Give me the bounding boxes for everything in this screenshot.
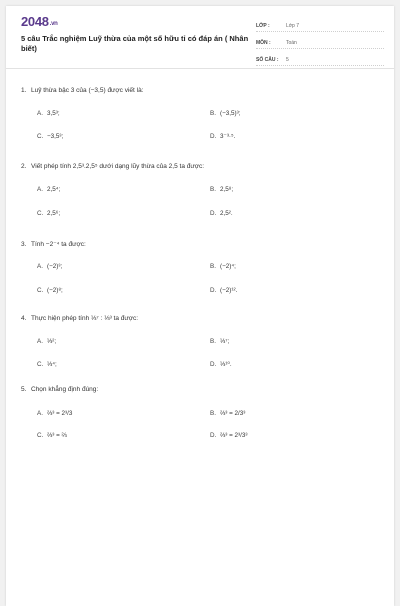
option-letter: A. — [37, 338, 43, 345]
option-letter: B. — [210, 186, 216, 193]
option-text: ⅓²; — [47, 338, 57, 345]
option-letter: B. — [210, 263, 216, 270]
option-letter: B. — [210, 410, 216, 417]
question-5-option-b[interactable] — [210, 410, 245, 417]
option-text: ⅓⁷; — [220, 338, 230, 345]
meta-info — [256, 15, 384, 66]
question-1-text — [21, 87, 144, 94]
option-letter: C. — [37, 210, 44, 217]
question-number: 1. — [21, 87, 27, 94]
site-logo[interactable] — [21, 14, 58, 29]
document-sheet — [6, 6, 394, 606]
question-3-option-b[interactable] — [210, 263, 236, 270]
option-text: ⅔³ = 2³/3 — [47, 410, 73, 417]
question-3-text — [21, 240, 86, 248]
question-5-text — [21, 386, 98, 393]
option-letter: D. — [210, 361, 217, 368]
logo-suffix: .vn — [49, 21, 58, 27]
meta-label: LỚP : — [256, 23, 270, 29]
option-text: (−2)³; — [47, 263, 63, 270]
option-text: ⅔³ = 2³/3³ — [220, 432, 248, 439]
question-number: 3. — [21, 241, 27, 248]
option-text: (−3,5)³; — [220, 110, 241, 117]
question-2-text — [21, 163, 204, 170]
question-3-option-d[interactable] — [210, 287, 237, 294]
page-title: 5 câu Trắc nghiệm Luỹ thừa của một số hữu tỉ có đáp án ( Nhân biết) — [21, 34, 249, 53]
option-letter: C. — [37, 432, 44, 439]
option-letter: D. — [210, 432, 217, 439]
option-text: (−2)⁸; — [47, 287, 63, 294]
option-text: 2,5⁴; — [47, 186, 61, 193]
option-letter: C. — [37, 287, 44, 294]
option-text: 3,5³; — [47, 110, 60, 117]
question-1-option-c[interactable] — [37, 133, 63, 140]
question-2-option-c[interactable] — [37, 210, 60, 217]
question-number: 5. — [21, 386, 27, 393]
question-4-text — [21, 315, 138, 322]
option-text: ⅓¹⁰. — [220, 361, 232, 368]
meta-value: 5 — [286, 57, 289, 63]
question-1-option-d[interactable] — [210, 133, 235, 140]
meta-label: SỐ CÂU : — [256, 57, 279, 63]
meta-label: MÔN : — [256, 40, 271, 46]
option-letter: A. — [37, 263, 43, 270]
meta-row-subject — [256, 32, 384, 49]
option-letter: D. — [210, 133, 217, 140]
question-4-option-d[interactable] — [210, 361, 232, 368]
option-letter: C. — [37, 361, 44, 368]
question-3-option-a[interactable] — [37, 263, 62, 270]
question-4-option-a[interactable] — [37, 338, 56, 345]
question-1-option-b[interactable] — [210, 110, 240, 117]
option-text: ⅔³ = 2/3³ — [220, 410, 246, 417]
option-letter: D. — [210, 210, 217, 217]
option-text: 2,5². — [220, 210, 233, 217]
question-stem: Luỹ thừa bậc 3 của (−3,5) được viết là: — [31, 87, 144, 94]
question-number: 4. — [21, 315, 27, 322]
question-5-option-a[interactable] — [37, 410, 72, 417]
option-text: −3,5³; — [47, 133, 64, 140]
question-stem: Tính −2⁻⁴ ta được: — [31, 241, 86, 248]
option-text: 3⁻³·⁵. — [220, 133, 236, 140]
option-text: (−2)¹². — [220, 287, 238, 294]
question-3-option-c[interactable] — [37, 287, 63, 294]
option-text: 2,5⁸; — [220, 186, 234, 193]
option-letter: D. — [210, 287, 217, 294]
option-letter: A. — [37, 410, 43, 417]
question-stem: Viết phép tính 2,5³.2,5⁵ dưới dạng lũy thừa của 2,5 ta được: — [31, 163, 205, 170]
question-4-option-b[interactable] — [210, 338, 229, 345]
meta-row-class — [256, 15, 384, 32]
question-5-option-c[interactable] — [37, 432, 67, 439]
question-number: 2. — [21, 163, 27, 170]
option-text: (−2)⁴; — [220, 263, 236, 270]
question-stem: Thực hiện phép tính ⅓⁷ : ⅓³ ta được: — [31, 315, 139, 322]
option-letter: B. — [210, 110, 216, 117]
option-text: ⅓⁴; — [47, 361, 57, 368]
option-letter: B. — [210, 338, 216, 345]
question-2-option-d[interactable] — [210, 210, 233, 217]
question-2-option-a[interactable] — [37, 186, 60, 193]
meta-row-count — [256, 49, 384, 66]
meta-value: Lớp 7 — [286, 23, 300, 29]
logo-text: 2048 — [21, 14, 49, 29]
option-letter: A. — [37, 186, 43, 193]
option-text: ⅔³ = ⅔ — [47, 432, 67, 439]
question-4-option-c[interactable] — [37, 361, 57, 368]
document-header — [6, 6, 394, 69]
question-2-option-b[interactable] — [210, 186, 233, 193]
option-letter: C. — [37, 133, 44, 140]
meta-value: Toán — [286, 40, 297, 46]
option-letter: A. — [37, 110, 43, 117]
question-1-option-a[interactable] — [37, 110, 60, 117]
question-5-option-d[interactable] — [210, 432, 247, 439]
option-text: 2,5⁶; — [47, 210, 61, 217]
question-stem: Chọn khẳng định đúng: — [31, 386, 99, 393]
